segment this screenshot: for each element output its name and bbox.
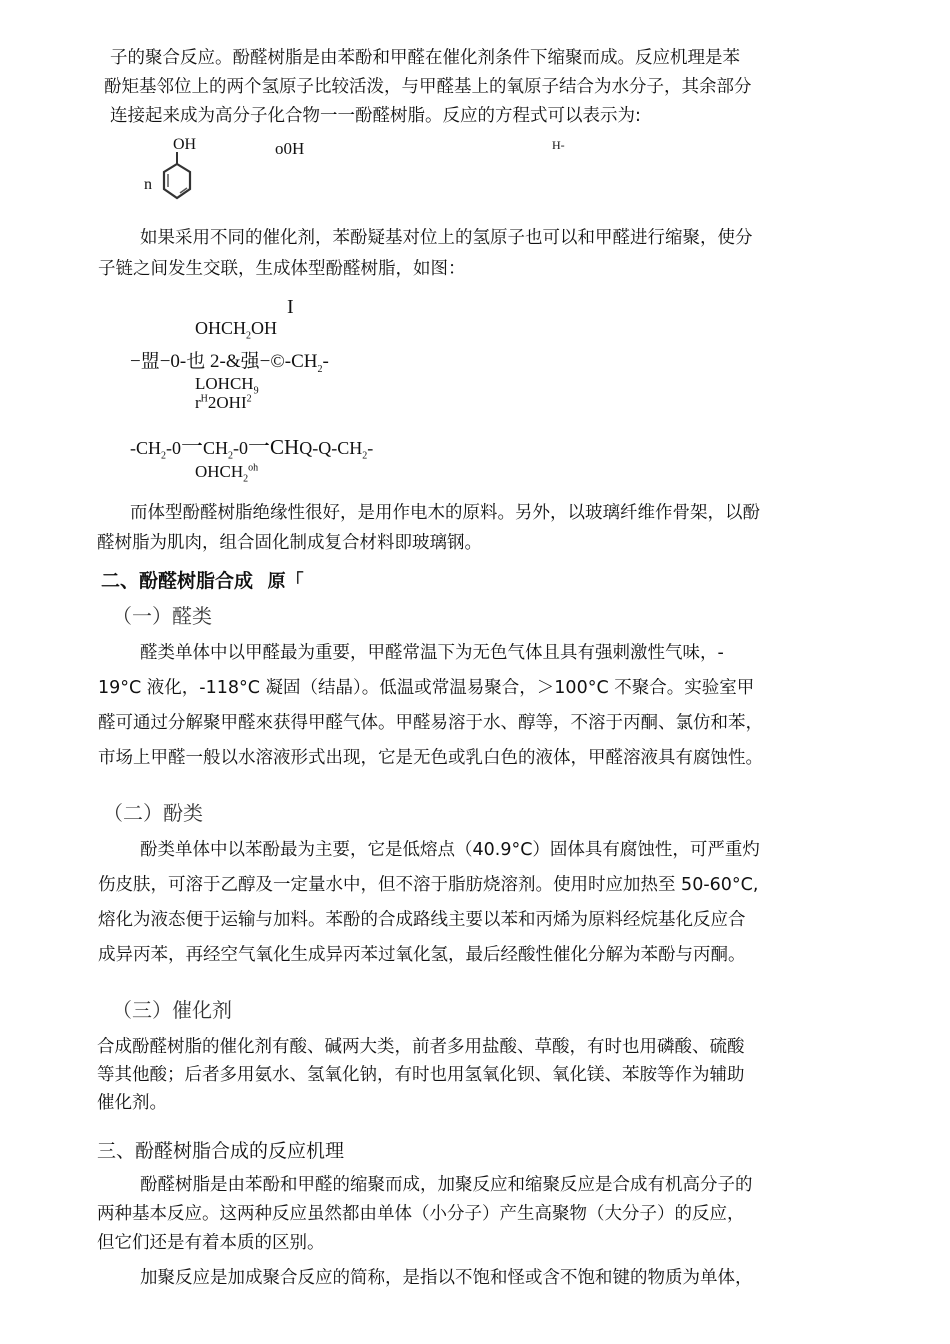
intro-line-3: 连接起来成为高分子化合物一一酚醛树脂。反应的方程式可以表示为:	[110, 106, 641, 126]
catalyst-line-3: 催化剂。	[97, 1093, 167, 1113]
phenols-line-1: 酚类单体中以苯酚最为主要，它是低熔点（40.9°C）固体具有腐蚀性，可严重灼	[140, 840, 760, 860]
section-2-heading: 二、酚醛树脂合成 原「	[101, 570, 304, 592]
phenols-line-2: 伤皮肤，可溶于乙醇及一定量水中，但不溶于脂肪烧溶剂。使用时应加热至 50-60°C,	[98, 875, 759, 895]
structure-line-6: $OHCH_2^{oh}$	[195, 462, 259, 485]
coefficient-n: n	[144, 176, 152, 193]
phenols-line-4: 成异丙苯，再经空气氧化生成异丙苯过氧化氢，最后经酸性催化分解为苯酚与丙酮。	[98, 945, 746, 965]
section3-line-4: 加聚反应是加成聚合反应的简称，是指以不饱和怪或含不饱和键的物质为单体，	[140, 1268, 753, 1288]
section-3-heading: 三、酚醛树脂合成的反应机理	[97, 1140, 345, 1162]
catalyst-line-1: 合成酚醛树脂的催化剂有酸、碱两大类，前者多用盐酸、草酸，有时也用磷酸、硫酸	[97, 1037, 745, 1057]
catalyst-label: H-	[552, 138, 565, 152]
structure-line-3: $LOHCH_9$	[195, 374, 259, 397]
crosslink-line-1: 如果采用不同的催化剂，苯酚疑基对位上的氢原子也可以和甲醛进行缩聚，使分	[140, 228, 753, 248]
aldehydes-line-4: 市场上甲醛一般以水溶液形式出现，它是无色或乳白色的液体，甲醛溶液具有腐蚀性。	[98, 748, 763, 768]
section3-line-2: 两种基本反应。这两种反应虽然都由单体（小分子）产生高聚物（大分子）的反应，	[97, 1204, 745, 1224]
hydroxyl-label: OH	[173, 136, 197, 153]
insulation-line-1: 而体型酚醛树脂绝缘性很好，是用作电木的原料。另外，以玻璃纤维作骨架，以酚	[130, 503, 760, 523]
structure-line-2: −盟−0-也 2-&强$-©-CH_2-$	[130, 351, 329, 375]
intro-line-1: 子的聚合反应。酚醛树脂是由苯酚和甲醛在催化剂条件下缩聚而成。反应机理是苯	[110, 48, 740, 68]
structure-line-5: $-CH_2-0$一$CH_2-0$一CHQ-$Q-CH_2-$	[130, 434, 374, 462]
structure-line-1: $OHCH_2OH$	[195, 318, 278, 342]
phenols-heading: （二）酚类	[103, 801, 203, 825]
aldehydes-heading: （一）醛类	[112, 604, 212, 628]
structure-bond-mark: I	[287, 296, 294, 318]
aldehydes-line-1: 醛类单体中以甲醛最为重要，甲醛常温下为无色气体且具有强刺激性气味，-	[140, 643, 724, 663]
aldehydes-line-2: 19°C 液化，-118°C 凝固（结晶）。低温或常温易聚合，＞100°C 不聚合。实验室甲	[98, 678, 755, 698]
catalyst-heading: （三）催化剂	[112, 998, 232, 1022]
reagent-label: o0H	[275, 139, 305, 158]
insulation-line-2: 醛树脂为肌肉，组合固化制成复合材料即玻璃钢。	[97, 533, 482, 553]
section3-line-3: 但它们还是有着本质的区别。	[97, 1233, 325, 1253]
crosslink-line-2: 子链之间发生交联，生成体型酚醛树脂，如图：	[98, 259, 466, 279]
catalyst-line-2: 等其他酸；后者多用氨水、氢氧化钠，有时也用氢氧化钡、氧化镁、苯胺等作为辅助	[97, 1065, 745, 1085]
aldehydes-line-3: 醛可通过分解聚甲醛來获得甲醛气体。甲醛易溶于水、醇等，不溶于丙酮、氯仿和苯，	[98, 713, 763, 733]
section3-line-1: 酚醛树脂是由苯酚和甲醛的缩聚而成，加聚反应和缩聚反应是合成有机高分子的	[140, 1175, 753, 1195]
structure-line-4: $r^H2OHI^2$	[195, 393, 252, 412]
intro-line-2: 酚矩基邻位上的两个氢原子比较活泼，与甲醛基上的氧原子结合为水分子，其余部分	[104, 77, 752, 97]
phenols-line-3: 熔化为液态便于运输与加料。苯酚的合成路线主要以苯和丙烯为原料经烷基化反应合	[98, 910, 746, 930]
